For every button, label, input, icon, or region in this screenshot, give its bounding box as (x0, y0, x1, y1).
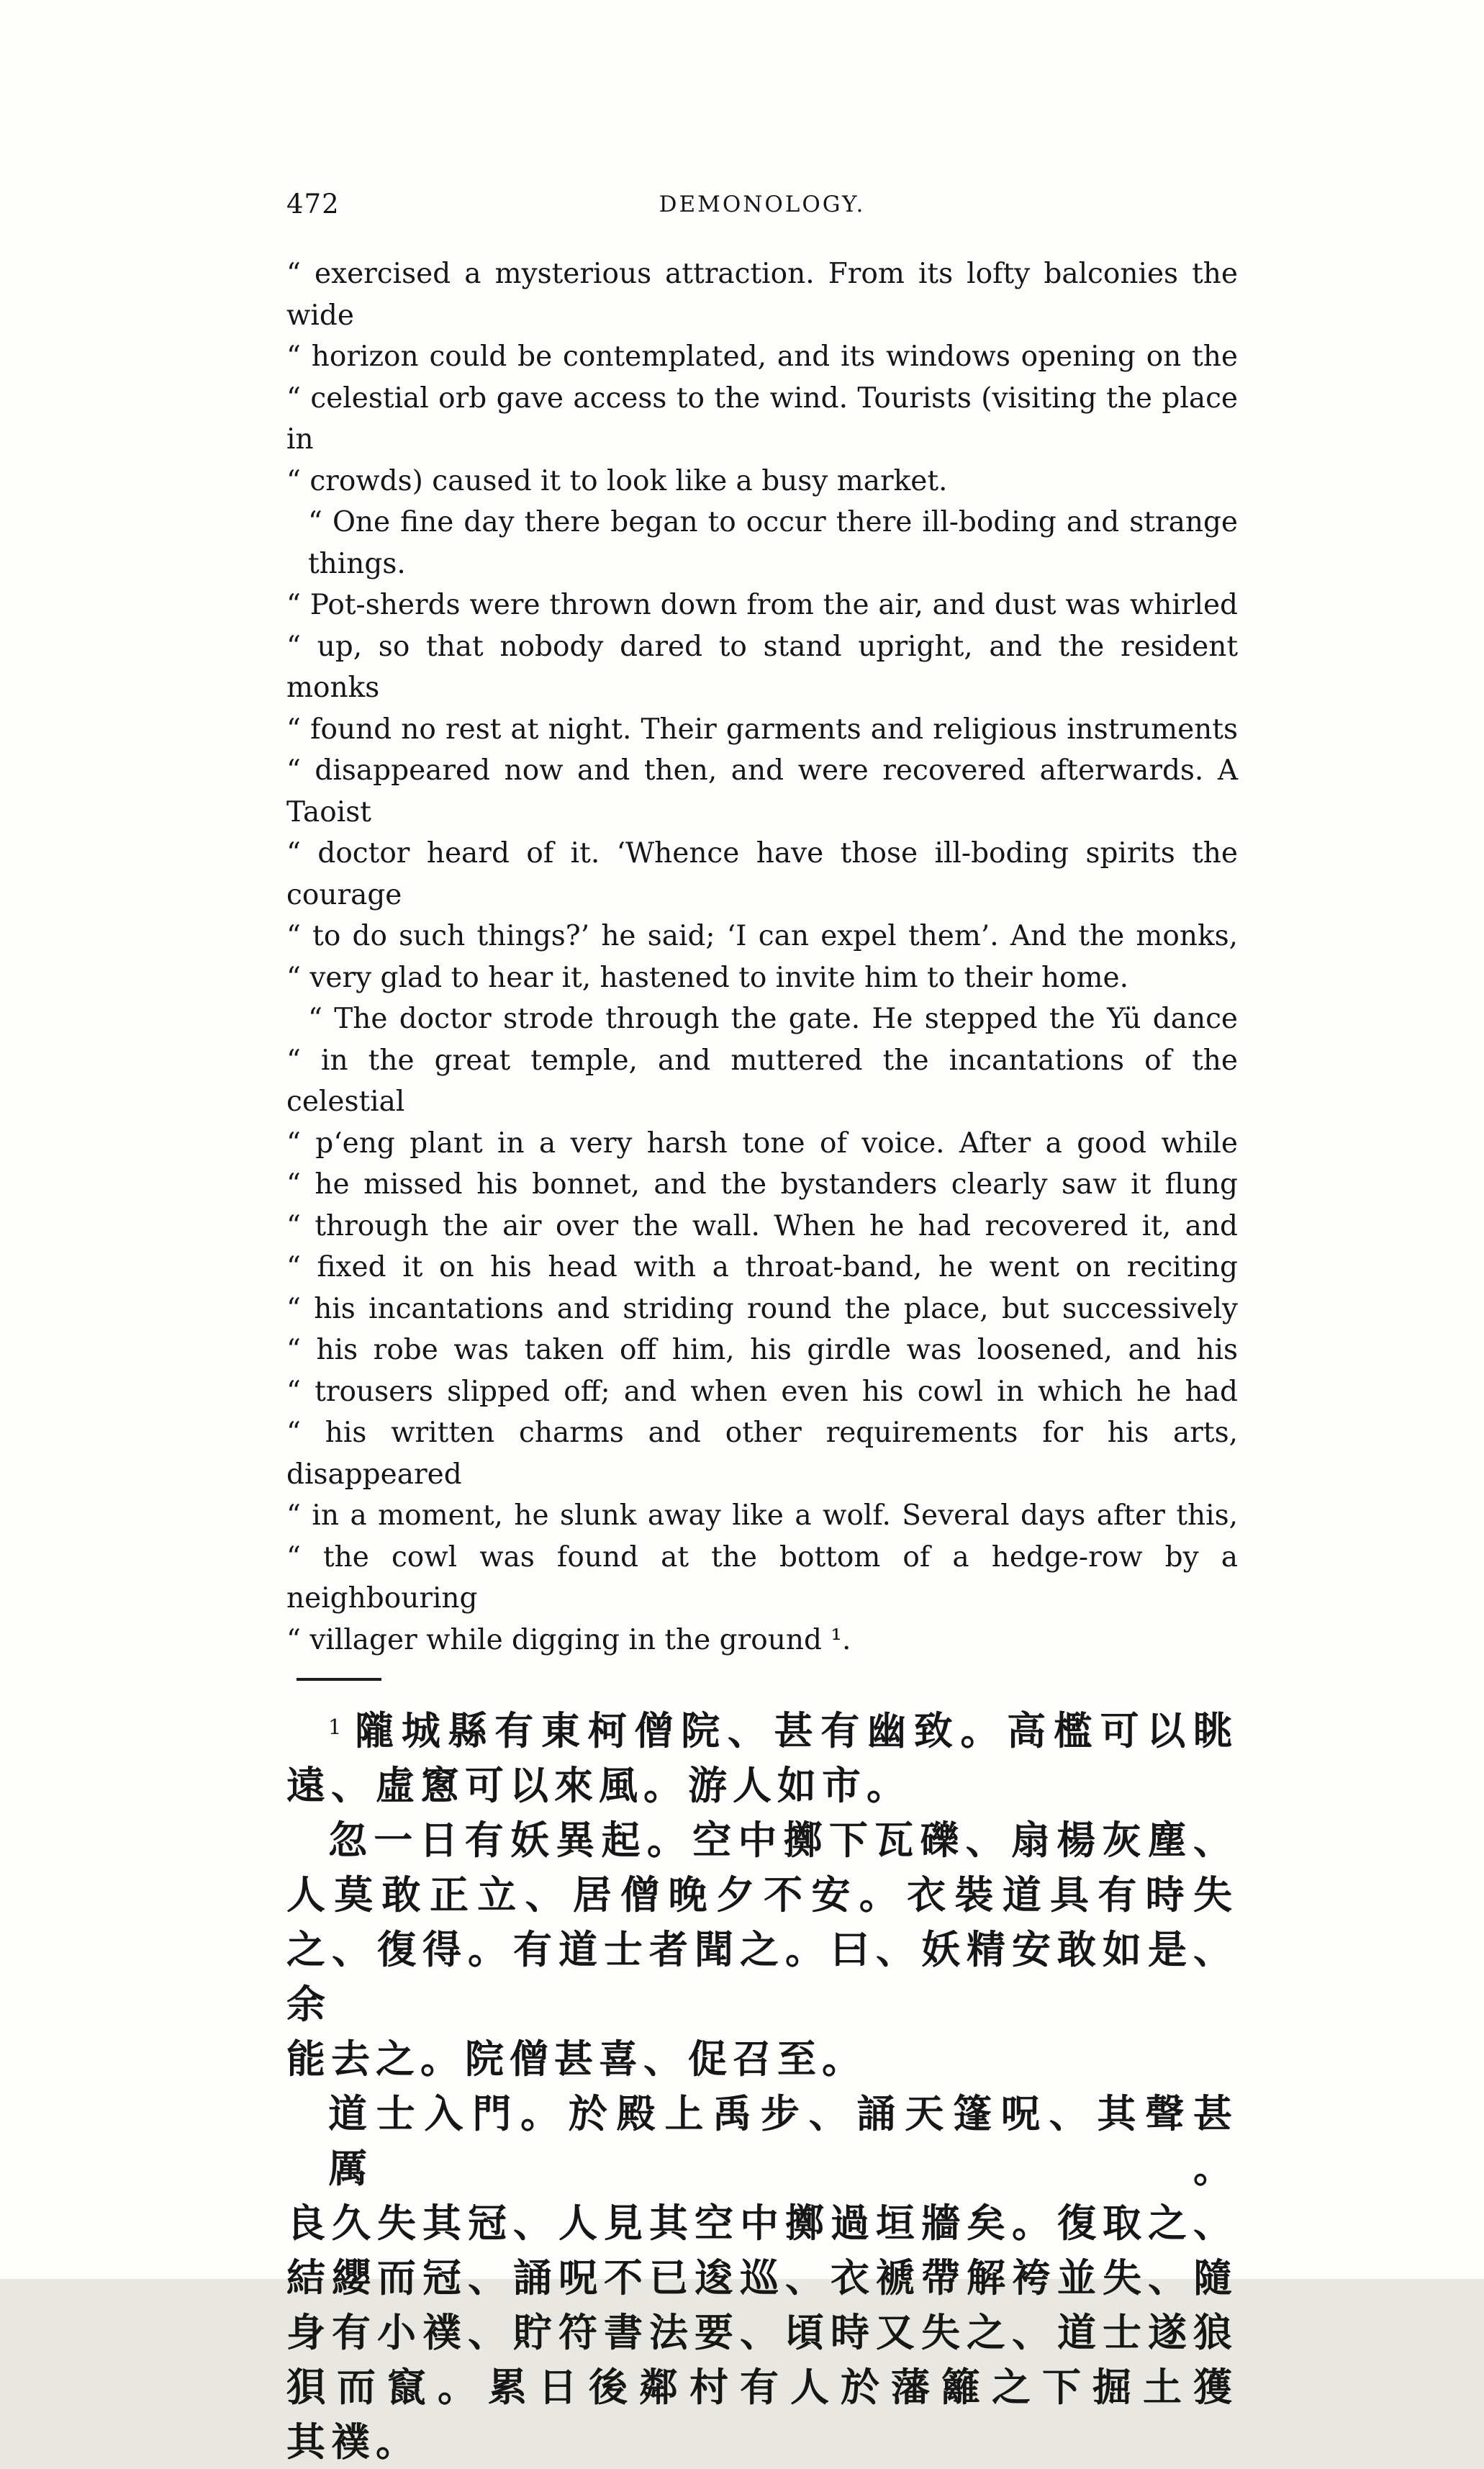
text-line: “ doctor heard of it. ‘Whence have those ill-boding spirits the courage (286, 837, 1238, 911)
text-block (286, 189, 1238, 2469)
paragraph (286, 502, 1238, 998)
text-line: “ he missed his bonnet, and the bystanders clearly saw it flung (286, 1168, 1238, 1201)
paragraph (286, 253, 1238, 502)
text-line: “ to do such things?’ he said; ‘I can expel them’. And the monks, (286, 920, 1238, 952)
text-line: 道士入門。於殿上禹步、誦天篷呪、其聲甚厲。 (328, 2090, 1238, 2191)
text-line: “ Pot-sherds were thrown down from the air, and dust was whirled (286, 589, 1238, 621)
paragraph (286, 1813, 1238, 2086)
text-line: “ up, so that nobody dared to stand upright, and the resident monks (286, 630, 1238, 704)
text-line: “ his incantations and striding round the place, but successively (286, 1292, 1238, 1325)
text-line: “ in a moment, he slunk away like a wolf. Several days after this, (286, 1499, 1238, 1532)
text-line: 其襆。 (286, 2419, 420, 2465)
text-line: “ The doctor strode through the gate. He stepped the Yü dance (308, 1003, 1238, 1035)
text-line: “ villager while digging in the ground ¹. (286, 1623, 851, 1656)
text-line: “ fixed it on his head with a throat-band, he went on reciting (286, 1251, 1238, 1283)
text-line: “ disappeared now and then, and were recovered afterwards. A Taoist (286, 754, 1238, 829)
body-text (286, 253, 1238, 1661)
text-line: 之、復得。有道士者聞之。曰、妖精安敢如是、余 (286, 1926, 1238, 2027)
page-number: 472 (286, 189, 340, 220)
text-line: 遠、虛窻可以來風。游人如市。 (286, 1762, 911, 1808)
text-line: “ One fine day there began to occur there ill-boding and strange things. (308, 506, 1238, 580)
paragraph (286, 998, 1238, 1661)
text-line: “ pʻeng plant in a very harsh tone of voice. After a good while (286, 1127, 1238, 1160)
text-line: “ his written charms and other requirements for his arts, disappeared (286, 1417, 1238, 1491)
text-line: “ the cowl was found at the bottom of a hedge-row by a neighbouring (286, 1540, 1238, 1615)
paragraph (286, 1700, 1238, 1813)
footnote-marker: 1 (328, 1715, 342, 1739)
text-line: “ celestial orb gave access to the wind. Tourists (visiting the place in (286, 382, 1238, 456)
text-line: “ through the air over the wall. When he had recovered it, and (286, 1209, 1238, 1242)
text-line: 能去之。院僧甚喜、促召至。 (286, 2036, 867, 2082)
text-line: 良久失其冠、人見其空中擲過垣牆矣。復取之、 (286, 2200, 1238, 2246)
footnote-chinese-text (286, 1700, 1238, 2469)
text-line: 忽一日有妖異起。空中擲下瓦礫、扇楊灰塵、 (328, 1817, 1238, 1863)
text-line: “ horizon could be contemplated, and its windows opening on the (286, 340, 1238, 373)
text-line: “ crowds) caused it to look like a busy market. (286, 464, 948, 497)
page-header (286, 189, 1238, 222)
text-line: 人莫敢正立、居僧晚夕不安。衣裝道具有時失 (286, 1872, 1238, 1918)
text-line: 狽而竄。累日後鄰村有人於藩籬之下掘土獲 (286, 2364, 1238, 2410)
running-title: DEMONOLOGY. (659, 191, 866, 217)
footnote-separator (297, 1678, 381, 1681)
text-line: “ his robe was taken off him, his girdle was loosened, and his (286, 1334, 1238, 1366)
text-line: 身有小襆、貯符書法要、頃時又失之、道士遂狼 (286, 2309, 1238, 2355)
text-line: “ found no rest at night. Their garments and religious instruments (286, 713, 1238, 746)
text-line: “ trousers slipped off; and when even his cowl in which he had (286, 1375, 1238, 1408)
text-line: “ in the great temple, and muttered the incantations of the celestial (286, 1044, 1238, 1118)
paragraph (286, 2086, 1238, 2469)
text-line: 結纓而冠、誦呪不已逡巡、衣褫帶解袴並失、隨 (286, 2254, 1238, 2301)
text-line: “ exercised a mysterious attraction. From its lofty balconies the wide (286, 258, 1238, 332)
text-line: “ very glad to hear it, hastened to invite him to their home. (286, 961, 1128, 994)
text-line: $^1$ 隴城縣有東柯僧院、甚有幽致。高檻可以眺 (328, 1707, 1238, 1753)
